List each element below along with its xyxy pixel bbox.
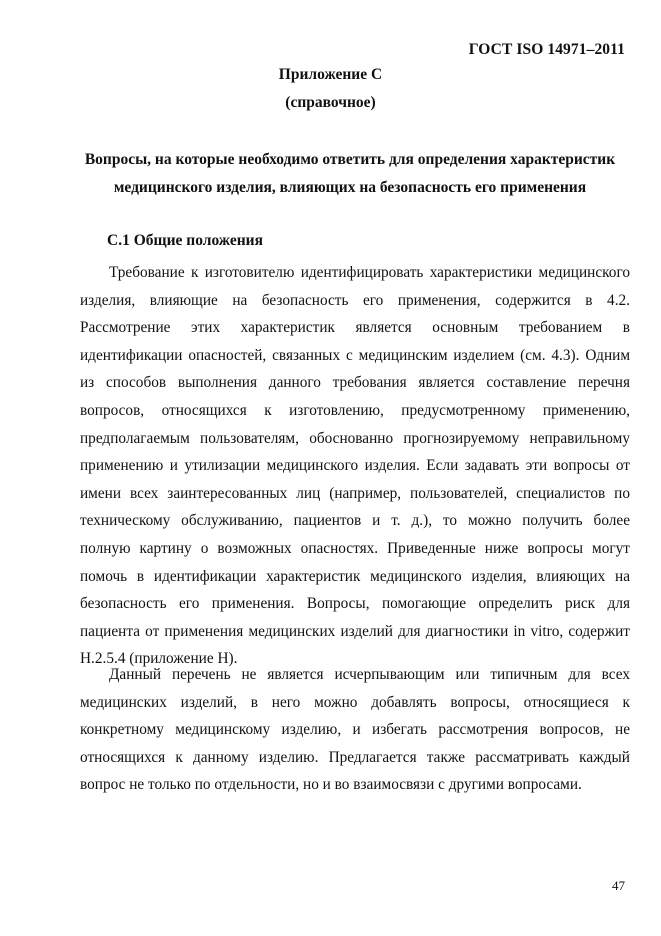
paragraph-line: полную картину о возможных опасностях. Приведенные ниже вопросы могут	[80, 539, 630, 557]
paragraph-line: пациента от применения медицинских изделий для диагностики in vitro, содержит	[80, 622, 630, 640]
paragraph-line: безопасность его применения. Вопросы, помогающие определить риск для	[80, 595, 630, 613]
annex-type: (справочное)	[285, 94, 376, 111]
paragraph-line: изделия, влияющие на безопасность его применения, содержится в 4.2.	[80, 291, 630, 309]
paragraph	[80, 661, 630, 799]
paragraph-line: Н.2.5.4 (приложение Н).	[80, 650, 238, 668]
section-heading	[70, 146, 630, 202]
paragraph	[80, 259, 630, 673]
paragraph-line: техническому обслуживанию, пациентов и т. д.), то можно получить более	[80, 512, 630, 530]
paragraph-line: предполагаемым пользователям, обоснованно прогнозируемому неправильному	[80, 429, 630, 447]
paragraph-line: относящихся к данному изделию. Предлагается также рассматривать каждый	[80, 748, 630, 766]
paragraph-line: Требование к изготовителю идентифицировать характеристики медицинского	[109, 264, 630, 281]
paragraph-line: вопрос не только по отдельности, но и во взаимосвязи с другими вопросами.	[80, 776, 582, 794]
paragraph-line: медицинских изделий, в него можно добавлять вопросы, относящиеся к	[80, 693, 630, 711]
page-number: 47	[612, 878, 625, 893]
paragraph-line: применению и утилизации медицинского изделия. Если задавать эти вопросы от	[80, 457, 630, 475]
paragraph-line: Рассмотрение этих характеристик является основным требованием в	[80, 319, 630, 337]
document-code: ГОСТ ISO 14971–2011	[468, 41, 625, 58]
paragraph-line: из способов выполнения данного требования является составление перечня	[80, 374, 630, 392]
section-heading-line: Вопросы, на которые необходимо ответить для определения характеристик	[84, 151, 616, 168]
paragraph-line: идентификации опасностей, связанных с медицинским изделием (см. 4.3). Одним	[80, 346, 630, 364]
section-heading-line: медицинского изделия, влияющих на безопасность его применения	[113, 179, 587, 196]
subsection-heading: С.1 Общие положения	[107, 232, 263, 249]
paragraph-line: вопросов, относящихся к изготовлению, предусмотренному применению,	[80, 401, 630, 419]
annex-title: Приложение С	[278, 66, 383, 83]
paragraph-line: конкретному медицинскому изделию, и избегать рассмотрения вопросов, не	[80, 721, 630, 739]
paragraph-line: Данный перечень не является исчерпывающим или типичным для всех	[109, 666, 630, 683]
paragraph-line: помочь в идентификации характеристик медицинского изделия, влияющих на	[80, 567, 630, 585]
paragraph-line: имени всех заинтересованных лиц (например, пользователей, специалистов по	[80, 484, 630, 502]
